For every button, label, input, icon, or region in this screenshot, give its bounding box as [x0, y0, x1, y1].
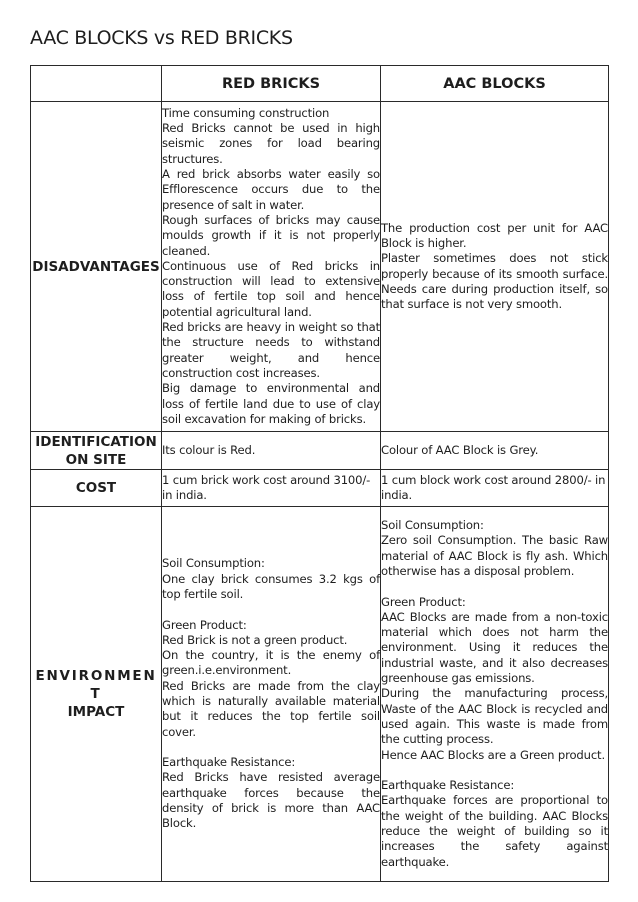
paragraph: Red Bricks are made from the clay which is naturally available material but it reduces the top fertile soil cover. [162, 678, 380, 739]
header-red-bricks: RED BRICKS [162, 66, 381, 102]
row-label-environment [31, 507, 162, 882]
paragraph: Colour of AAC Block is Grey. [381, 442, 539, 457]
paragraph: Hence AAC Blocks are a Green product. [381, 747, 605, 762]
paragraph: Earthquake Resistance: [381, 778, 515, 793]
paragraph: Zero soil Consumption. The basic Raw material of AAC Block is fly ash. Which otherwise has a disposal problem. [381, 533, 608, 578]
paragraph: 1 cum block work cost around 2800/- in india. [381, 472, 606, 502]
row-label-identification [31, 432, 162, 470]
paragraph-spacer [381, 579, 608, 594]
paragraph: Red Bricks have resisted average earthquake forces because the density of brick is more than AAC Block. [162, 770, 380, 831]
red-bricks-disadvantages-cell [162, 102, 381, 432]
paragraph: Continuous use of Red bricks in construction will lead to extensive loss of fertile top soil and hence potential agricultural land. [162, 258, 380, 319]
paragraph: Soil Consumption: [381, 518, 484, 533]
header-aac-blocks: AAC BLOCKS [381, 66, 609, 102]
header-row [31, 66, 609, 102]
comparison-table [30, 65, 609, 882]
row-label-line: COST [75, 480, 117, 496]
paragraph: Its colour is Red. [162, 442, 256, 457]
paragraph: Green Product: [381, 594, 466, 609]
paragraph: A red brick absorbs water easily so Efflorescence occurs due to the presence of salt in water. [162, 167, 380, 212]
row-label-line: ON SITE [65, 451, 127, 468]
paragraph: One clay brick consumes 3.2 kgs of top fertile soil. [162, 571, 380, 601]
paragraph: During the manufacturing process, Waste of the AAC Block is recycled and used again. This waste is made from the cutting process. [381, 686, 608, 747]
paragraph: Red Brick is not a green product. [162, 632, 348, 647]
paragraph: 1 cum brick work cost around 3100/- in india. [162, 472, 371, 502]
aac-blocks-disadvantages-cell [381, 102, 609, 432]
paragraph: Red bricks are heavy in weight so that the structure needs to withstand greater weight, and hence construction cost increases. [162, 320, 380, 380]
aac-blocks-environment-cell [381, 507, 609, 882]
paragraph: Plaster sometimes does not stick properly because of its smooth surface. Needs care during production itself, so that surface is not very smooth. [381, 251, 608, 312]
red-bricks-environment-cell [162, 507, 381, 882]
header-empty-cell [31, 66, 162, 102]
paragraph: Big damage to environmental and loss of fertile land due to use of clay soil excavation for making of bricks. [162, 381, 380, 426]
paragraph-spacer [162, 602, 380, 617]
red-bricks-cost-cell [162, 470, 381, 507]
row-label-line: IDENTIFICATION [35, 433, 157, 450]
table-row-environment [31, 507, 609, 882]
paragraph: AAC Blocks are made from a non-toxic material which does not harm the environment. Using it reduces the industrial waste, and it also decreases greenhouse gas emissions. [381, 609, 608, 686]
paragraph: Earthquake Resistance: [162, 755, 296, 770]
aac-blocks-cost-cell [381, 470, 609, 507]
paragraph: Time consuming construction [162, 105, 330, 120]
paragraph: The production cost per unit for AAC Block is higher. [381, 220, 608, 250]
row-label-line: DISADVANTAGES [32, 258, 160, 275]
row-label-line: IMPACT [67, 704, 125, 720]
row-label-line: ENVIRONMENT [35, 668, 157, 702]
page-title: AAC BLOCKS vs RED BRICKS [30, 27, 293, 49]
table-row-cost [31, 470, 609, 507]
paragraph: Earthquake forces are proportional to the weight of the building. AAC Blocks reduce the weight of building so it increases the safety against earthquake. [381, 793, 608, 869]
paragraph: Soil Consumption: [162, 556, 265, 571]
paragraph: On the country, it is the enemy of green.i.e.environment. [162, 648, 380, 678]
paragraph-spacer [162, 740, 380, 755]
row-label-disadvantages [31, 102, 162, 432]
red-bricks-identification-cell [162, 432, 381, 470]
paragraph: Red Bricks cannot be used in high seismic zones for load bearing structures. [162, 121, 380, 166]
paragraph: Green Product: [162, 617, 247, 632]
paragraph: Rough surfaces of bricks may cause moulds growth if it is not properly cleaned. [162, 212, 380, 258]
paragraph-spacer [381, 763, 608, 778]
table-row-identification [31, 432, 609, 470]
aac-blocks-identification-cell [381, 432, 609, 470]
table-row-disadvantages [31, 102, 609, 432]
row-label-cost [31, 470, 162, 507]
